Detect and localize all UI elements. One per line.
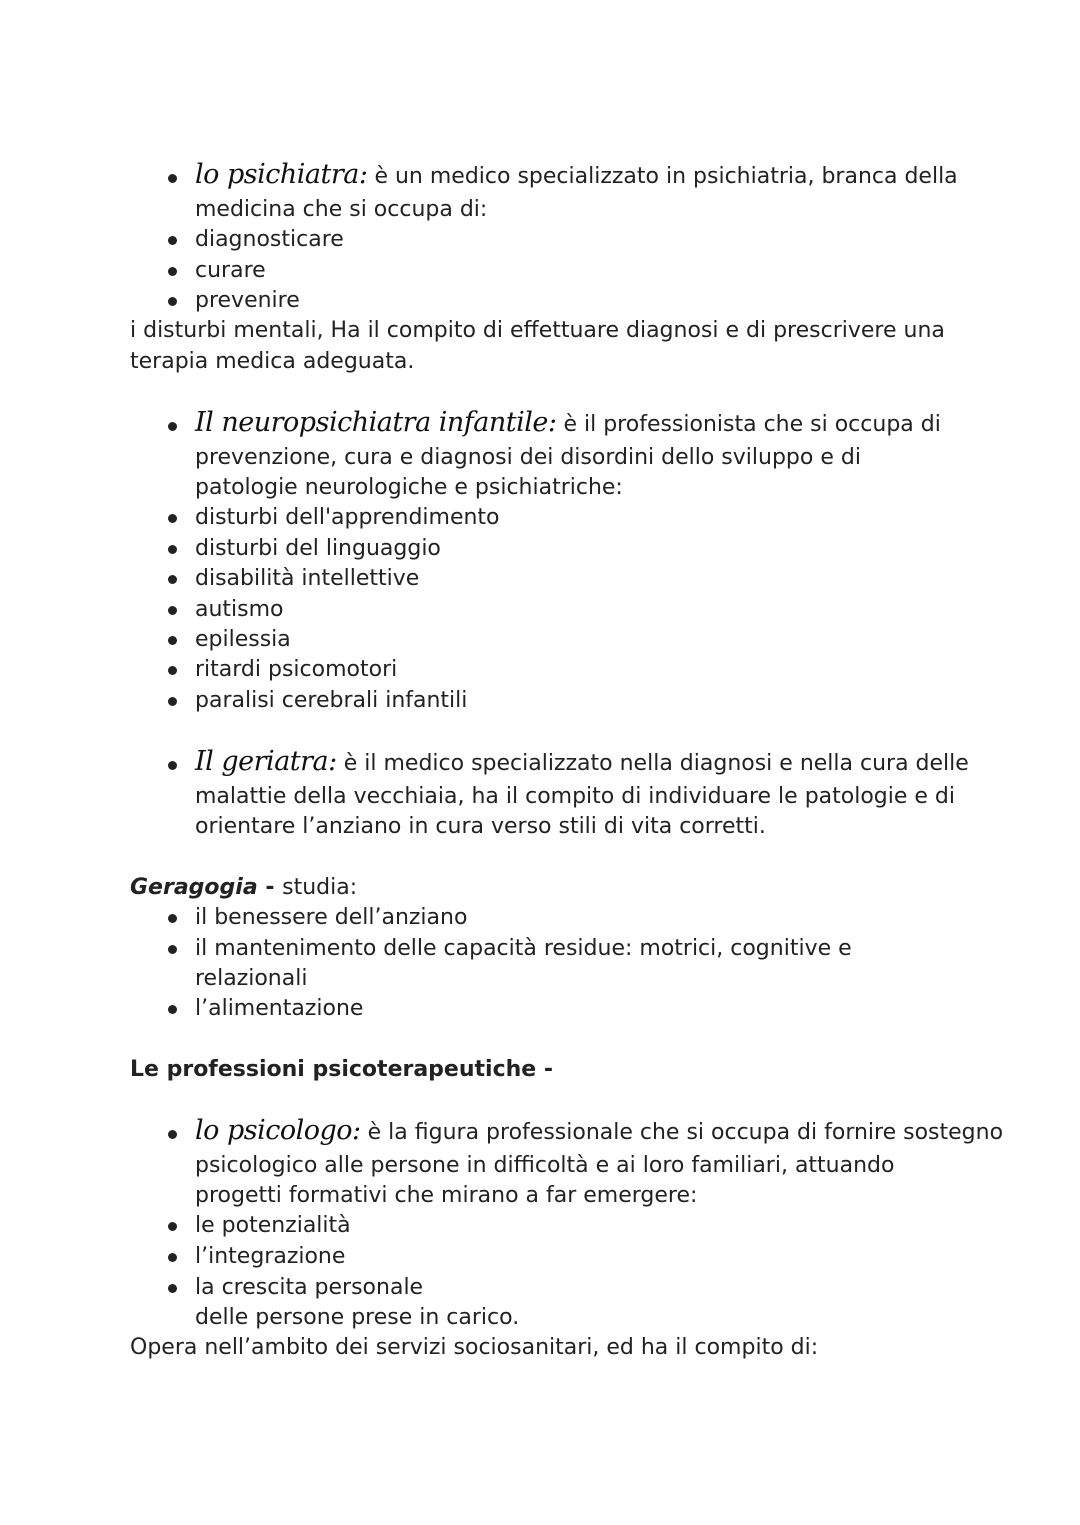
bullet [168, 174, 177, 183]
bullet [168, 236, 177, 245]
bullet [168, 697, 177, 706]
bullet [168, 267, 177, 276]
list-item: l’alimentazione [195, 996, 364, 1021]
section-heading: Le professioni psicoterapeutiche - [130, 1057, 553, 1082]
geragogia-dash: - [257, 875, 283, 900]
bullet [168, 914, 177, 923]
list-item: curare [195, 258, 266, 283]
geragogia-heading-line [130, 873, 357, 903]
psichiatra-desc: è un medico specializzato in psichiatria, branca della [367, 164, 958, 189]
paragraph-line: delle persone prese in carico. [195, 1305, 520, 1330]
list-item: disturbi del linguaggio [195, 536, 441, 561]
bullet [168, 1005, 177, 1014]
list-item: le potenzialità [195, 1213, 351, 1238]
list-item: l’integrazione [195, 1244, 346, 1269]
list-item: epilessia [195, 627, 291, 652]
list-item: ritardi psicomotori [195, 657, 398, 682]
geragogia-heading: Geragogia [130, 875, 258, 900]
neuropsichiatra-line-2: prevenzione, cura e diagnosi dei disordini dello sviluppo e di [195, 445, 861, 470]
neuropsichiatra-term: Il neuropsichiatra infantile: [195, 407, 557, 438]
geragogia-intro: studia: [282, 875, 358, 900]
psichiatra-line-2: medicina che si occupa di: [195, 197, 488, 222]
geriatra-line-1 [195, 747, 969, 777]
neuropsichiatra-desc: è il professionista che si occupa di [556, 412, 941, 437]
paragraph-line: terapia medica adeguata. [130, 349, 415, 374]
bullet [168, 761, 177, 770]
list-item: autismo [195, 597, 284, 622]
psicologo-term: lo psicologo: [195, 1115, 361, 1146]
list-item: paralisi cerebrali infantili [195, 688, 468, 713]
list-item: disturbi dell'apprendimento [195, 505, 500, 530]
psicologo-line-1 [195, 1116, 1003, 1146]
bullet [168, 514, 177, 523]
geriatra-line-2: malattie della vecchiaia, ha il compito di individuare le patologie e di [195, 784, 956, 809]
bullet [168, 636, 177, 645]
bullet [168, 1253, 177, 1262]
list-item: la crescita personale [195, 1275, 424, 1300]
neuropsichiatra-line-3: patologie neurologiche e psichiatriche: [195, 475, 623, 500]
list-item: prevenire [195, 288, 300, 313]
bullet [168, 1222, 177, 1231]
bullet [168, 1284, 177, 1293]
psicologo-line-2: psicologico alle persone in difficoltà e ai loro familiari, attuando [195, 1153, 895, 1178]
bullet [168, 1130, 177, 1139]
paragraph-line: Opera nell’ambito dei servizi sociosanitari, ed ha il compito di: [130, 1335, 819, 1360]
bullet [168, 606, 177, 615]
list-item-continuation: relazionali [195, 966, 308, 991]
psicologo-desc: è la figura professionale che si occupa di fornire sostegno [360, 1120, 1004, 1145]
bullet [168, 945, 177, 954]
geriatra-desc: è il medico specializzato nella diagnosi e nella cura delle [336, 751, 969, 776]
psichiatra-line-1 [195, 160, 958, 190]
bullet [168, 422, 177, 431]
psicologo-line-3: progetti formativi che mirano a far emergere: [195, 1183, 698, 1208]
paragraph-line: i disturbi mentali, Ha il compito di effettuare diagnosi e di prescrivere una [130, 318, 945, 343]
bullet [168, 666, 177, 675]
bullet [168, 545, 177, 554]
geriatra-line-3: orientare l’anziano in cura verso stili di vita corretti. [195, 814, 766, 839]
geriatra-term: Il geriatra: [195, 746, 337, 777]
list-item: il mantenimento delle capacità residue: motrici, cognitive e [195, 936, 852, 961]
bullet [168, 297, 177, 306]
bullet [168, 575, 177, 584]
psichiatra-term: lo psichiatra: [195, 159, 368, 190]
list-item: disabilità intellettive [195, 566, 420, 591]
list-item: diagnosticare [195, 227, 344, 252]
neuropsichiatra-line-1 [195, 408, 941, 438]
list-item: il benessere dell’anziano [195, 905, 468, 930]
